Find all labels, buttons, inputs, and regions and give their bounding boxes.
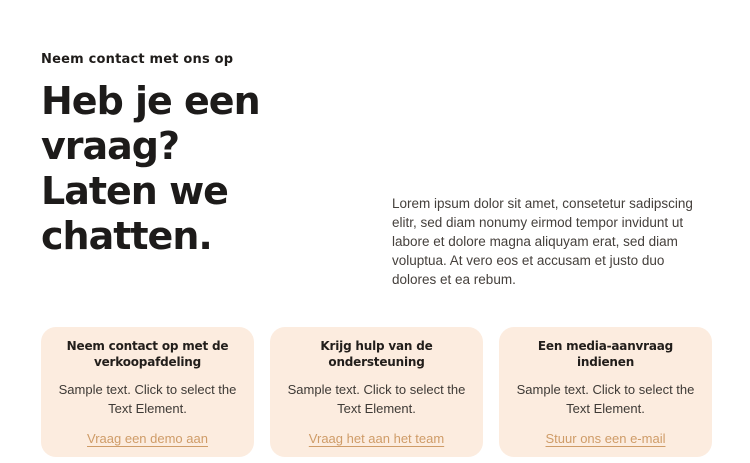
card-body-text: Sample text. Click to select the Text Element. xyxy=(287,382,466,416)
media-email-link[interactable]: Stuur ons een e-mail xyxy=(545,431,666,446)
card-body-text: Sample text. Click to select the Text Element. xyxy=(58,382,237,416)
heading-line: chatten. xyxy=(41,214,212,258)
support-team-link[interactable]: Vraag het aan het team xyxy=(308,431,445,446)
sales-demo-link[interactable]: Vraag een demo aan xyxy=(87,431,208,446)
heading-line: Heb je een xyxy=(41,79,260,123)
hero-row xyxy=(41,79,712,289)
contact-card-media xyxy=(499,327,712,457)
card-title: Neem contact op met de verkoopafdeling xyxy=(66,339,229,369)
contact-card-support xyxy=(270,327,483,457)
heading-line: Laten we xyxy=(41,169,228,213)
card-title: Een media-aanvraag indienen xyxy=(537,339,674,369)
heading-line: vraag? xyxy=(41,124,180,168)
intro-paragraph: Lorem ipsum dolor sit amet, consetetur sadipscing elitr, sed diam nonumy eirmod tempor invidunt ut labore et dolore magna aliquyam erat, sed diam voluptua. At vero eos et accusam et justo duo dolores et ea rebum. xyxy=(392,196,693,287)
card-body-text: Sample text. Click to select the Text Element. xyxy=(516,382,695,416)
page-title xyxy=(41,79,371,289)
contact-card-sales xyxy=(41,327,254,457)
card-title: Krijg hulp van de ondersteuning xyxy=(320,339,433,369)
contact-cards xyxy=(41,327,712,457)
section-eyebrow: Neem contact met ons op xyxy=(41,52,234,67)
